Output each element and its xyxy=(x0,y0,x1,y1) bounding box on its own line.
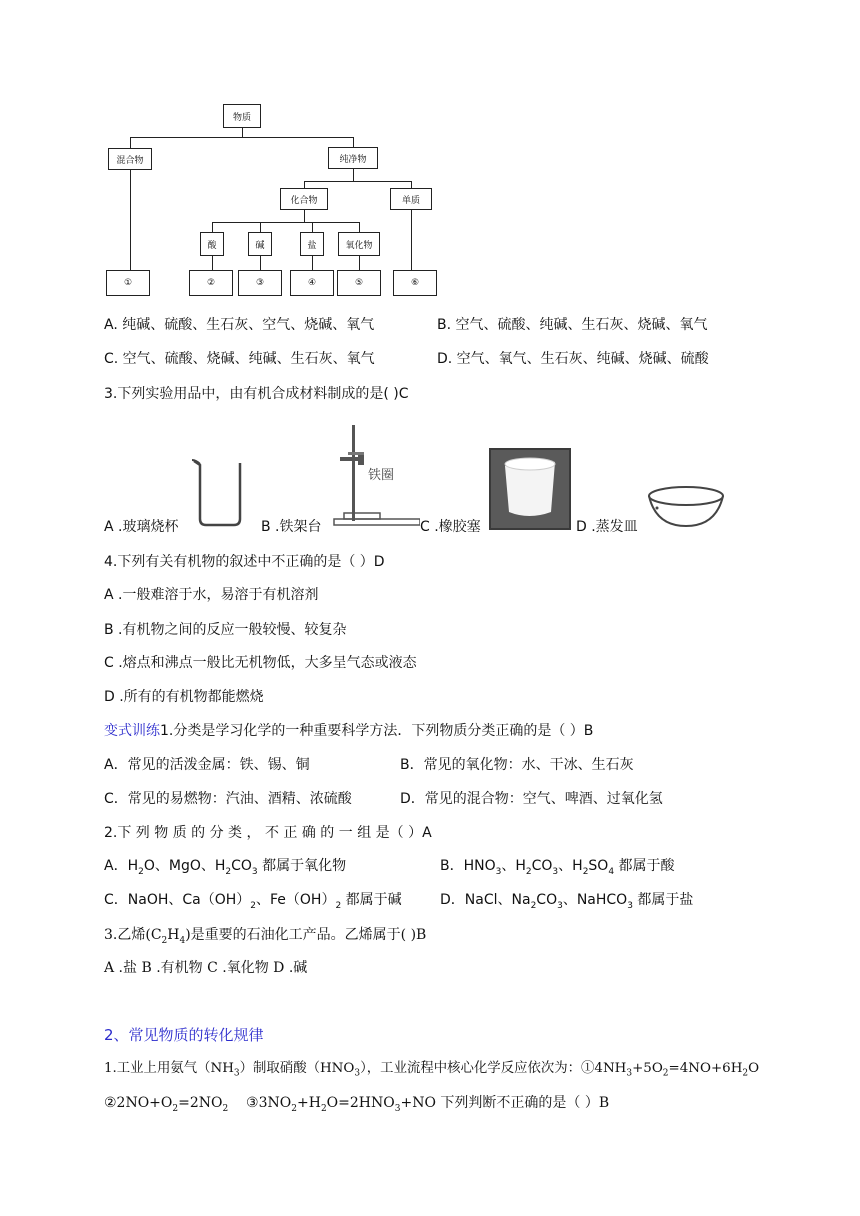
beaker-image xyxy=(190,455,246,527)
section-2-q1-line2: $②2NO+O_2=2NO_2$ $③3NO_2+H_2O=2HNO_3+NO$ 下列判断不正确的是（ ）B xyxy=(104,1095,610,1114)
q3-option-c: C .橡胶塞 xyxy=(420,519,481,535)
variant-1-stem xyxy=(104,721,593,741)
tree-slot-3: ③ xyxy=(238,270,282,296)
q4-option-d: D .所有的有机物都能燃烧 xyxy=(104,689,264,705)
tree-slot-1: ① xyxy=(106,270,150,296)
q2-option-d: D. 空气、氧气、生石灰、纯碱、烧碱、硫酸 xyxy=(437,351,709,367)
tree-element: 单质 xyxy=(390,188,432,210)
tree-slot-5: ⑤ xyxy=(337,270,381,296)
variant-1-text: 1.分类是学习化学的一种重要科学方法．下列物质分类正确的是（ ）B xyxy=(160,723,594,739)
tree-mixture: 混合物 xyxy=(108,148,152,170)
variant-2-option-a: A．$H_2O$、MgO、$H_2CO_3$ 都属于氧化物 xyxy=(104,858,347,877)
tree-root: 物质 xyxy=(223,104,261,128)
variant-1-option-d: D．常见的混合物：空气、啤酒、过氧化氢 xyxy=(400,791,663,807)
tree-base: 碱 xyxy=(248,232,272,256)
tree-slot-2: ② xyxy=(189,270,233,296)
q4-option-c: C .熔点和沸点一般比无机物低，大多呈气态或液态 xyxy=(104,655,417,671)
q3-option-d: D .蒸发皿 xyxy=(576,519,638,535)
tree-slot-6: ⑥ xyxy=(393,270,437,296)
q3-stem: 3.下列实验用品中，由有机合成材料制成的是( )C xyxy=(104,386,409,402)
variant-1-option-b: B．常见的氧化物：水、干冰、生石灰 xyxy=(400,757,634,773)
variant-1-option-c: C．常见的易燃物：汽油、酒精、浓硫酸 xyxy=(104,791,352,807)
variant-2-option-c: C．NaOH、$Ca(OH)_2$、$Fe(OH)_2$ 都属于碱 xyxy=(104,892,402,911)
section-2-title: 2、常见物质的转化规律 xyxy=(104,1026,264,1044)
variant-1-option-a: A．常见的活泼金属：铁、锡、铜 xyxy=(104,757,310,773)
q2-option-a: A. 纯碱、硫酸、生石灰、空气、烧碱、氧气 xyxy=(104,317,375,333)
q2-option-c: C. 空气、硫酸、烧碱、纯碱、生石灰、氧气 xyxy=(104,351,375,367)
tree-oxide: 氧化物 xyxy=(338,232,380,256)
variant-2-option-d: D．NaCl、$Na_2CO_3$、NaHCO$_3$ 都属于盐 xyxy=(440,892,694,911)
tree-acid: 酸 xyxy=(200,232,224,256)
q3-option-a: A .玻璃烧杯 xyxy=(104,519,179,535)
tree-slot-4: ④ xyxy=(290,270,334,296)
tree-compound: 化合物 xyxy=(280,188,328,210)
tree-salt: 盐 xyxy=(300,232,324,256)
q4-stem: 4.下列有关有机物的叙述中不正确的是（ ）D xyxy=(104,554,385,570)
variant-2-option-b: B．$HNO_3$、$H_2CO_3$、$H_2SO_4$ 都属于酸 xyxy=(440,858,675,877)
evaporating-dish-image xyxy=(646,484,726,530)
q3-option-b: B .铁架台 xyxy=(261,519,322,535)
section-2-q1-line1: 1.工业上用氨气$(NH_3)$制取硝酸$(HNO_3)$，工业流程中核心化学反应依次为：$①4NH_3+5O_2=4NO+6H_2O$ xyxy=(104,1061,760,1079)
iron-ring-label: 铁圈 xyxy=(368,468,395,483)
variant-3-stem: 3.乙烯$(C_2H_4)$是重要的石油化工产品。乙烯属于( )B xyxy=(104,927,427,946)
tree-pure: 纯净物 xyxy=(328,147,378,169)
q2-option-b: B. 空气、硫酸、纯碱、生石灰、烧碱、氧气 xyxy=(437,317,708,333)
iron-stand-image xyxy=(328,423,420,531)
rubber-stopper-image xyxy=(489,448,571,530)
variant-label: 变式训练 xyxy=(104,723,160,739)
variant-3-options: A .盐 B .有机物 C .氧化物 D .碱 xyxy=(104,960,308,976)
q4-option-b: B .有机物之间的反应一般较慢、较复杂 xyxy=(104,622,347,638)
variant-2-stem: 2.下 列 物 质 的 分 类 ， 不 正 确 的 一 组 是（ ）A xyxy=(104,825,432,841)
q4-option-a: A .一般难溶于水，易溶于有机溶剂 xyxy=(104,587,319,603)
